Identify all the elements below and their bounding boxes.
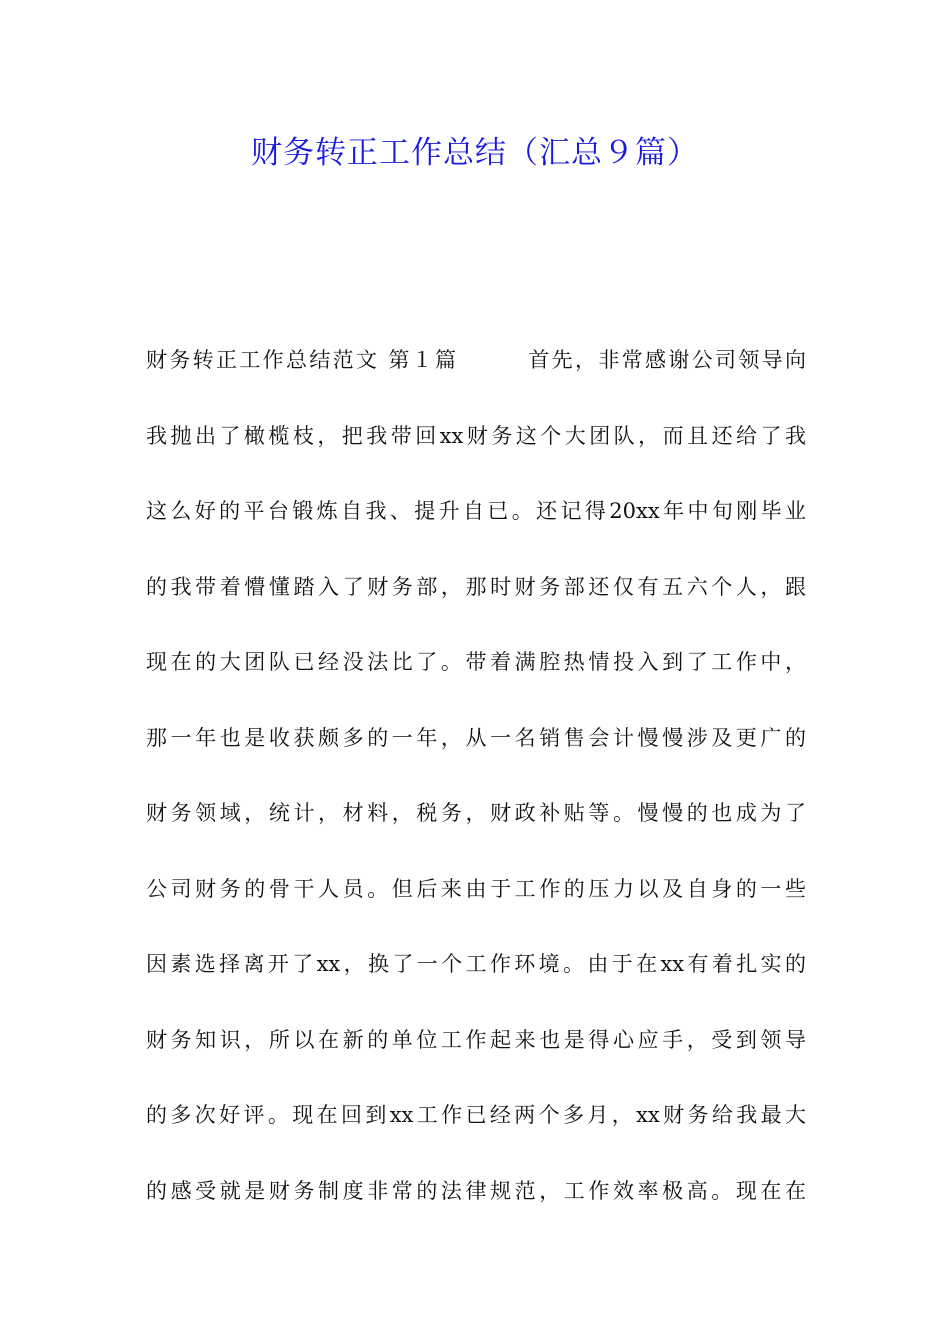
- body-line: 财务领域，统计，材料，税务，财政补贴等。慢慢的也成为了: [146, 801, 806, 825]
- body-line: 的多次好评。现在回到xx工作已经两个多月，xx财务给我最大: [146, 1103, 806, 1127]
- body-line: 我抛出了橄榄枝，把我带回xx财务这个大团队，而且还给了我: [146, 423, 806, 448]
- body-line: 现在的大团队已经没法比了。带着满腔热情投入到了工作中，: [146, 650, 806, 674]
- body-line: 财务转正工作总结范文 第１篇 首先，非常感谢公司领导向: [146, 348, 806, 372]
- body-line: 公司财务的骨干人员。但后来由于工作的压力以及自身的一些: [146, 876, 806, 901]
- body-line: 那一年也是收获颇多的一年，从一名销售会计慢慢涉及更广的: [146, 725, 806, 750]
- document-body: [146, 338, 806, 1244]
- body-line: 因素选择离开了xx，换了一个工作环境。由于在xx有着扎实的: [146, 952, 806, 976]
- body-line: 的感受就是财务制度非常的法律规范，工作效率极高。现在在: [146, 1178, 806, 1203]
- document-title: 财务转正工作总结（汇总９篇）: [251, 135, 699, 171]
- body-line: 财务知识，所以在新的单位工作起来也是得心应手，受到领导: [146, 1027, 806, 1052]
- body-line: 这么好的平台锻炼自我、提升自已。还记得20xx年中旬刚毕业: [146, 499, 806, 523]
- body-line: 的我带着懵懂踏入了财务部，那时财务部还仅有五六个人，跟: [146, 574, 806, 599]
